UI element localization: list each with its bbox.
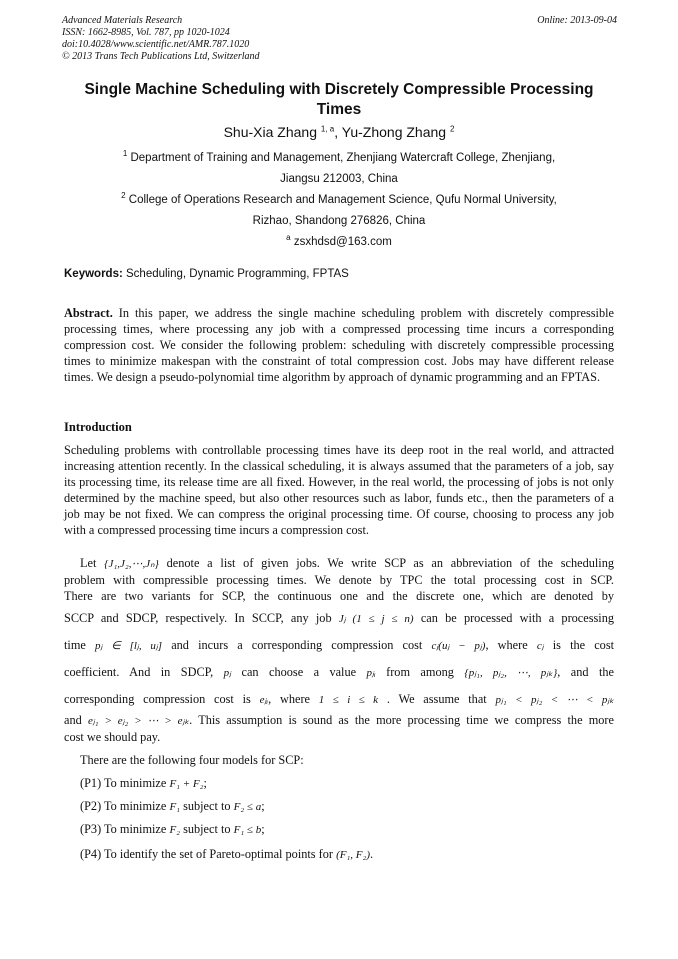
- affiliation-2-line-2: Rizhao, Shandong 276826, China: [252, 215, 426, 227]
- p2-line-4: [64, 610, 614, 627]
- model-p3-label: (P3) To minimize: [80, 822, 167, 836]
- model-p1-end: ;: [203, 776, 207, 790]
- author-email: zsxhdsd@163.com: [293, 236, 392, 248]
- p2-text-5c: , where: [485, 638, 528, 652]
- model-p4-end: .: [370, 847, 374, 861]
- models-intro: There are the following four models for SCP:: [80, 753, 304, 767]
- p2-text-5b: and incurs a corresponding compression cost: [171, 638, 423, 652]
- math-model-p3: F₂: [169, 824, 180, 836]
- journal-name: Advanced Materials Research: [62, 15, 183, 26]
- affiliation-1: [64, 151, 614, 165]
- math-model-p2-constraint: F₂ ≤ a: [233, 801, 262, 813]
- author-list: [64, 123, 614, 141]
- math-value-set: {pⱼ₁, pⱼ₂, ⋯, pⱼₖ}: [464, 667, 558, 679]
- math-model-p2: F₁: [169, 801, 180, 813]
- p2-text-7c: . We assume that: [386, 692, 487, 706]
- math-p-order: pⱼ₁ < pⱼ₂ < ⋯ < pⱼₖ: [495, 694, 614, 706]
- p2-text-5d: is the cost: [552, 638, 615, 652]
- p2-text-6d: , and the: [557, 665, 614, 679]
- p2-text-8a: and: [64, 713, 82, 727]
- model-p3: [64, 821, 630, 838]
- model-p4-label: (P4) To identify the set of Pareto-optimal points for: [80, 847, 334, 861]
- introduction-heading: Introduction: [64, 420, 132, 434]
- author-2-sup: 2: [449, 124, 455, 134]
- p2-text-4b: can be processed with a processing: [420, 611, 615, 625]
- issn-line: ISSN: 1662-8985, Vol. 787, pp 1020-1024: [62, 27, 230, 38]
- email-sup: a: [286, 233, 291, 243]
- p2-text-5a: time: [64, 638, 86, 652]
- doi-line: doi:10.4028/www.scientific.net/AMR.787.1020: [62, 39, 250, 50]
- model-p2: [64, 798, 630, 815]
- p2-text-8b: . This assumption is sound as the more processing time we compress the more: [189, 713, 614, 727]
- p2-line-1: [64, 555, 614, 572]
- math-eji: eⱼᵢ: [259, 694, 269, 706]
- p2-text-7a: corresponding compression cost is: [64, 692, 251, 706]
- keywords-text: Scheduling, Dynamic Programming, FPTAS: [126, 268, 349, 280]
- math-e-order: eⱼ₁ > eⱼ₂ > ⋯ > eⱼₖ: [87, 715, 190, 727]
- math-i-range: 1 ≤ i ≤ k: [318, 694, 379, 706]
- math-compression-cost: cⱼ(uⱼ − pⱼ): [431, 640, 486, 652]
- affiliation-2-num: 2: [121, 191, 126, 201]
- math-pji: pⱼᵢ: [366, 667, 376, 679]
- p2-line-8: [64, 712, 614, 729]
- p2-text-6b: can choose a value: [241, 665, 357, 679]
- affiliation-2: [64, 193, 614, 207]
- copyright-line: © 2013 Trans Tech Publications Ltd, Switzerland: [62, 51, 260, 62]
- p2-text-6c: from among: [386, 665, 454, 679]
- math-processing-range: pⱼ ∈ [lⱼ, uⱼ]: [94, 640, 163, 652]
- p2-line-7: [64, 691, 614, 708]
- model-p3-end: ;: [261, 822, 265, 836]
- p2-line-9: cost we should pay.: [64, 730, 161, 744]
- affiliation-1-line-2: Jiangsu 212003, China: [280, 173, 398, 185]
- model-p2-label: (P2) To minimize: [80, 799, 167, 813]
- model-p2-end: ;: [261, 799, 265, 813]
- affiliation-1-num: 1: [122, 149, 128, 159]
- p2-line-2: problem with compressible processing times. We denote by TPC the total processing cost in SCP.: [64, 573, 614, 587]
- p2-line-6: [64, 664, 614, 681]
- paper-title: Single Machine Scheduling with Discretely Compressible Processing Times: [84, 81, 594, 118]
- p2-text-4a: SCCP and SDCP, respectively. In SCCP, any job: [64, 611, 332, 625]
- author-separator: ,: [334, 124, 342, 140]
- model-p2-subject: subject to: [183, 799, 231, 813]
- model-p1: [64, 775, 630, 792]
- p2-line-5: [64, 637, 614, 654]
- p2-text-6a: coefficient. And in SDCP,: [64, 665, 214, 679]
- math-pj: pⱼ: [223, 667, 232, 679]
- p2-let: Let: [80, 556, 97, 570]
- author-2: Yu-Zhong Zhang: [341, 124, 447, 140]
- math-job-index: Jⱼ (1 ≤ j ≤ n): [338, 613, 414, 625]
- model-p4: [64, 846, 630, 863]
- affiliation-1-line-1: Department of Training and Management, Zhenjiang Watercraft College, Zhenjiang,: [130, 152, 556, 164]
- math-model-p1: F₁ + F₂: [169, 778, 204, 790]
- abstract-text: In this paper, we address the single machine scheduling problem with discretely compressible processing times, where processing any job with a compressed processing time incurs a corresponding compression cost. We consider the following problem: scheduling with discretely compressible processing times to minimize makespan with the constraint of total compression cost. Jobs may have different release times. We design a pseudo-polynomial time algorithm by approach of dynamic programming and an FPTAS.: [64, 306, 614, 384]
- math-job-set: {J₁,J₂,⋯,Jₙ}: [104, 558, 159, 570]
- math-model-p3-constraint: F₁ ≤ b: [233, 824, 262, 836]
- math-cost-coefficient: cⱼ: [536, 640, 544, 652]
- keywords-label: Keywords:: [64, 268, 123, 280]
- intro-paragraph-1: Scheduling problems with controllable processing times have its deep root in the real world, and attracted increasing attention recently. In the classical scheduling, it is always assumed that the parameters of a job, say its processing time, its release time are all fixed. However, in the real world, the processing of jobs is not only determined by the machine speed, but also other resources such as labor, funds etc., then the parameters of a job may be not fixed. We can compress the original processing time. Of course, choosing to process any job with a compressed processing time incurs a compression cost.: [64, 443, 614, 537]
- affiliation-2-line-1: College of Operations Research and Management Science, Qufu Normal University,: [128, 194, 557, 206]
- model-p1-label: (P1) To minimize: [80, 776, 167, 790]
- p2-text-7b: , where: [268, 692, 311, 706]
- math-model-p4: (F₁, F₂): [336, 849, 371, 861]
- keywords-line: [64, 268, 614, 280]
- abstract-label: Abstract.: [64, 306, 113, 320]
- author-1-sup: 1, a: [320, 124, 335, 134]
- online-date: Online: 2013-09-04: [537, 15, 617, 26]
- intro-paragraph-2: [64, 555, 614, 745]
- p2-line-3: There are two variants for SCP, the continuous one and the discrete one, which are denoted by: [64, 589, 614, 603]
- abstract: [64, 305, 614, 385]
- author-1: Shu-Xia Zhang: [223, 124, 317, 140]
- journal-header: [62, 15, 617, 63]
- email-line: [64, 235, 614, 249]
- p2-text-1: denote a list of given jobs. We write SCP as an abbreviation of the scheduling: [166, 556, 615, 570]
- model-p3-subject: subject to: [183, 822, 231, 836]
